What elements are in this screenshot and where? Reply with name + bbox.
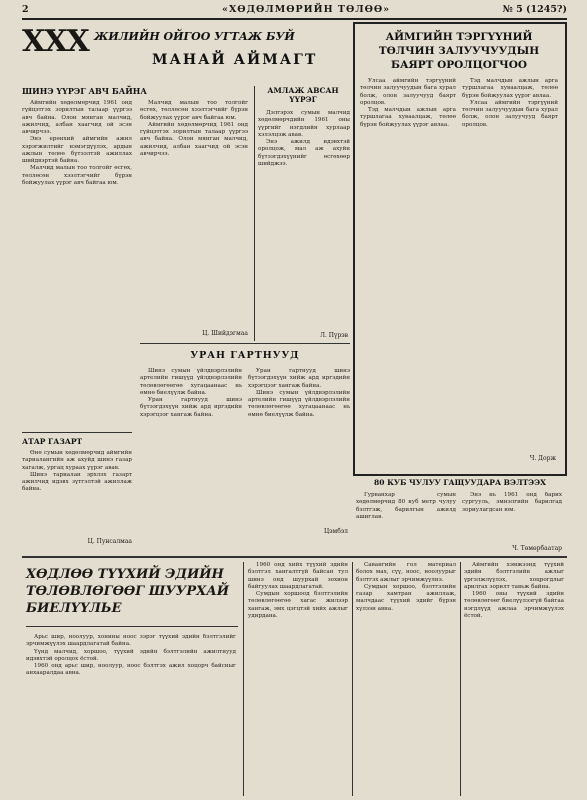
headline-line1: ЖИЛИЙН ОЙГОО УГТАЖ БУЙ [94,30,295,43]
page-number: 2 [22,4,29,15]
newspaper-title: «ХӨДӨЛМӨРИЙН ТӨЛӨӨ» [222,4,391,15]
paragraph: Савангийн гол материал болох мах, сүү, ноос, ноолуурыг бэлтгэх ажлыг эрчимжүүлнэ. [356,562,456,583]
roman-numeral: XXX [22,24,89,59]
bottom-article-col1 [26,634,236,794]
signature-uran-gartnuud: Цэмбэл [323,528,348,535]
paragraph: Улсаа аймгийн тэргүүний төлчин залуучуудын бага хурал болж, олон залуучууд баярт оролцов. [462,99,558,128]
signature-shine-urgug: Ц. Шийдэгмаа [202,330,248,337]
headline-underline [26,626,238,627]
box-title [363,30,555,72]
paragraph: Аймгийн хэмжээнд түүхий эдийн бэлтгэлийн ажлыг үргэлжлүүлэх, хоцрогдлыг арилгах зорилт тавьж байна. [464,562,564,590]
bottom-headline [26,566,241,617]
bottom-article-col2 [248,562,348,794]
article-body-amlaj-avsan [258,110,350,330]
bottom-headline-line1: ХӨДЛӨӨ ТҮҮХИЙ ЭДИЙН [26,567,224,582]
paragraph: Аймгийн хөдөлмөрчид 1961 онд гүйцэтгэх зорилтын талаар үүргээ авч байна. Олон мянган малчид, ажилчид, албан хаагчид ой эсэн авчирчээ. [22,100,132,135]
paragraph: Уран гартнууд шинэ бүтээгдэхүүн хийж ард иргэдийн хэрэгцээг хангаж байна. [140,397,242,418]
main-headline [22,24,352,84]
article-body-atar-gazart [22,450,132,538]
bottom-headline-line3: БИЕЛҮҮЛЬЕ [26,601,122,616]
article-title-atar-gazart: АТАР ГАЗАРТ [22,437,83,446]
box-article-body-cont [462,78,558,448]
paragraph: Арьс шир, ноолуур, хонины ноос зэрэг түүхий эдийн бэлтгэлийг эрчимжүүлэх шаардлагатай байна. [26,634,236,648]
paragraph: 1960 онд хийх түүхий эдийн бэлтгэл хангалтгүй байсан тул шинэ онд шуурхай зохион байгуулах шаардлагатай. [248,562,348,590]
paragraph: Малчид малын тоо толгойг өсгөх, төллөсөн хээлтэгчийг бүрэн бойжуулах үүрэг авч байгаа юм. [140,100,248,121]
column-rule [254,86,255,341]
article-body-uran-gartnuud [140,368,242,528]
paragraph: Сумдын хоршоод бэлтгэлийн төлөвлөгөөгөө хагас жилээр хангаж, эмх цэгцтэй хийх ажлыг удирдана. [248,591,348,619]
newspaper-header [22,4,567,20]
paragraph: Өнө сумын хөдөлмөрчид аймгийн тариалангийн аж ахуйд шинэ газар хагалж, ургац хураах үүрэг авав. [22,450,132,471]
section-divider [22,556,567,558]
article-body-kub-metr [356,492,456,552]
issue-number: № 5 (1245?) [502,4,567,15]
column-rule [243,562,244,796]
box-article-body [360,78,456,458]
paragraph: Улсаа аймгийн тэргүүний төлчин залуучуудын бага хурал болж, олон залуучууд баярт оролцов. [360,78,456,106]
paragraph: Тэд малчдын ажлын арга туршлагаа хуваалцаж, төлөө бүрэн бойжуулах үүрэг авлаа. [462,78,558,99]
article-body-shine-urgug [22,100,132,400]
article-body-uran-gartnuud-cont [248,368,350,518]
paragraph: Энэ ажилд идэвхтэй оролцож, мал аж ахуйн бүтээгдэхүүнийг өсгөхөөр шийджээ. [258,139,350,167]
paragraph: Шинэ сумын үйлдвэрлэлийн артелийн гишүүд үйлдвэрлэлийн төлөвлөгөөгөө хугацаанаас нь өмнө биелүүлж байна. [248,389,350,418]
paragraph: Гурванхар сумын хөдөлмөрчид 80 куб метр чулуу бэлтгэж, барилгын ажилд ашиглав. [356,492,456,520]
paragraph: Дэлгэрэх сумын малчид хөдөлмөрчдийн 1961 оны үүргийг нэгдлийн хурлаар хэлэлцэж авав. [258,110,350,138]
paragraph: Энэ нь 1961 онд барих сургууль, эмнэлгийн барилгад зориулагдсан юм. [462,492,562,513]
bottom-article-col4 [464,562,564,794]
bottom-headline-line2: ТӨЛӨВЛӨГӨӨГ ШУУРХАЙ [26,584,230,599]
paragraph: Үүнд малчид, хоршоо, түүхий эдийн бэлтгэлийн ажилтнууд идэвхтэй оролцох ёстой. [26,648,236,662]
paragraph: Малчид малын тоо толгойг өсгөх, төллөсөн хээлтэгчийг бүрэн бойжуулах үүрэг авч байгаа юм. [22,165,132,186]
divider [140,343,350,344]
paragraph: Уран гартнууд шинэ бүтээгдэхүүн хийж ард иргэдийн хэрэгцээг хангаж байна. [248,368,350,389]
article-title-uran-gartnuud: УРАН ГАРТНУУД [190,350,300,361]
column-rule [352,562,353,796]
divider [22,432,132,433]
headline-line2: МАНАЙ АЙМАГТ [152,52,318,68]
signature-tergunii: Ч. Дорж [529,455,556,462]
paragraph: Энэ ерөнхий аймгийн ажил хэрэгжилтийг нэмэгдүүлэх, ардын ажлын төлөө бүтээлтэй ажиллах шийдвэртэй байна. [22,136,132,164]
paragraph: Аймгийн хөдөлмөрчид 1961 онд гүйцэтгэх зорилтын талаар үүргээ авч байна. Олон мянган малчид, ажилчид, албан хаагчид ой эсэн авчирчээ. [140,121,248,157]
paragraph: Шинэ сумын үйлдвэрлэлийн артелийн гишүүд үйлдвэрлэлийн төлөвлөгөөгөө хугацаанаас нь өмнө биелүүлж байна. [140,368,242,396]
box-title-line1: АЙМГИЙН ТЭРГҮҮНИЙ [385,31,533,43]
article-title-amlaj-avsan: АМЛАЖ АВСАН ҮҮРЭГ [267,86,339,104]
paragraph: Сумдын хоршоо, бэлтгэлийн газар хамтран ажиллаж, малчдаас түүхий эдийг бүрэн хүлээн авна. [356,583,456,612]
paragraph: 1960 онд арьс шир, ноолуур, ноос бэлтгэх ажил хоцорч байсныг анхааралдаа авна. [26,663,236,677]
paragraph: Тэд малчдын ажлын арга туршлагаа хуваалцаж, төлөө бүрэн бойжуулах үүрэг авлаа. [360,107,456,128]
article-body-kub-metr-cont [462,492,562,544]
bottom-article-col3 [356,562,456,794]
signature-amlaj-avsan: Л. Пүрэв [319,332,348,339]
paragraph: Шинэ тариалан эрхлэх газарт ажилчид идэвх зүтгэлтэй ажиллаж байна. [22,471,132,493]
box-title-line3: БАЯРТ ОРОЛЦОГЧОО [390,59,528,71]
article-body-shine-urgug-cont [140,100,248,300]
paragraph: 1960 оны түүхий эдийн төлөвлөгөөг биелүүлээгүй байгаа нэгдлүүд ажлаа эрчимжүүлэх ёстой. [464,591,564,619]
article-title-kub-metr: 80 КУБ ЧУЛУУ ГАЩУУДАРА ВЭЛТЭЭХ [374,478,546,487]
signature-atar-gazart: Ц. Пунсалмаа [87,538,132,545]
article-title-shine-urgug: ШИНЭ ҮҮРЭГ АВЧ БАЙНА [22,86,147,96]
column-rule [460,562,461,796]
signature-kub-metr: Ч. Төмөрбаатар [512,545,562,552]
box-title-line2: ТӨЛЧИН ЗАЛУУЧУУДЫН [378,45,540,57]
